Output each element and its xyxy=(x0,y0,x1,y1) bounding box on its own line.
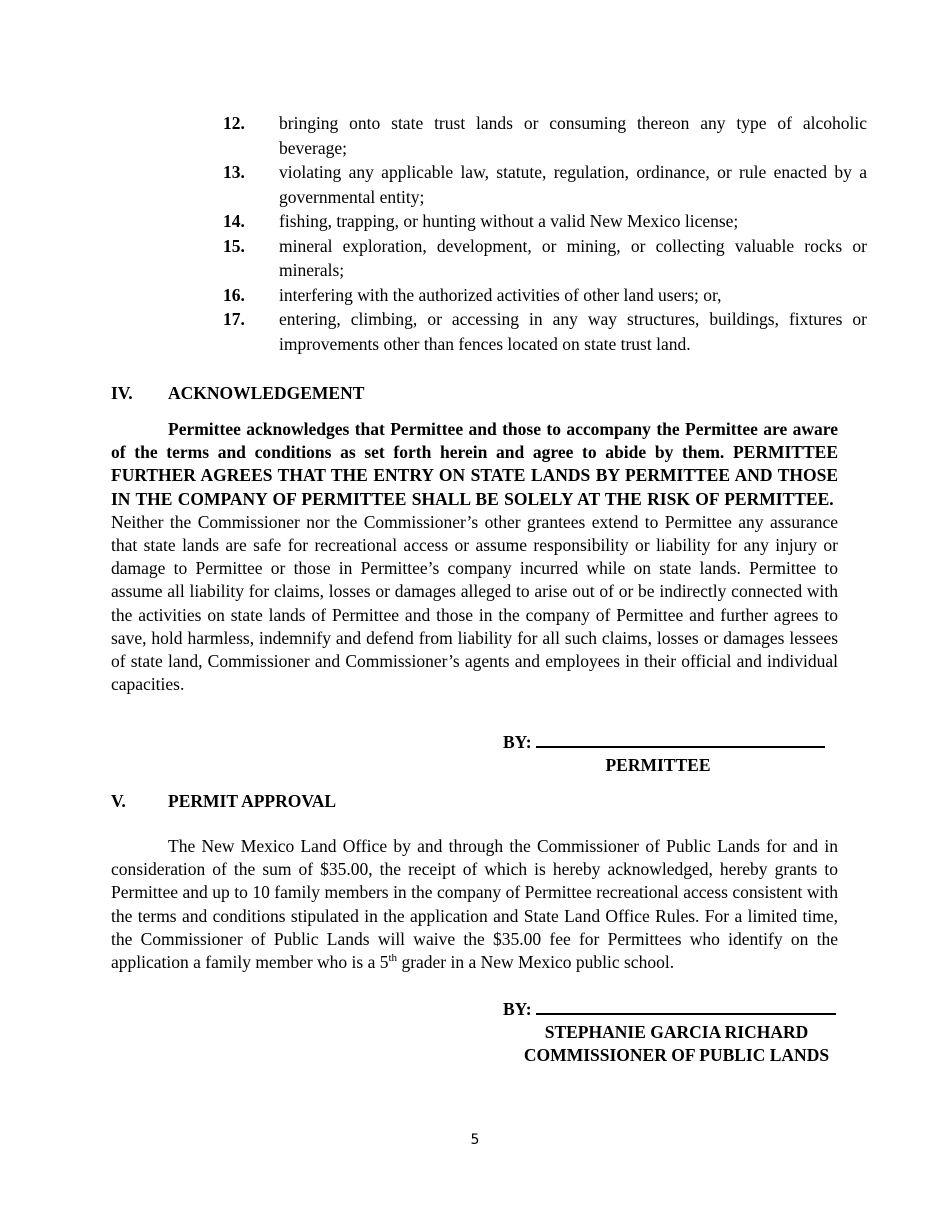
list-item-number: 12. xyxy=(223,113,245,133)
list-item xyxy=(223,283,867,308)
acknowledgement-paragraph xyxy=(111,418,838,696)
section-title: PERMIT APPROVAL xyxy=(168,791,337,811)
list-item-number: 17. xyxy=(223,309,245,329)
list-item xyxy=(223,209,867,234)
acknowledgement-body: Neither the Commissioner nor the Commissioner’s other grantees extend to Permittee any assurance that state lands are safe for recreational access or assume responsibility or liability for any injury or damage to Permittee or those in Permittee’s company incurred while on state lands. Permittee to assume all liability for claims, losses or damages alleged to arise out of or be indirectly connected with the activities on state lands of Permittee and those in the company of Permittee and further agrees to save, hold harmless, indemnify and defend from liability for all such claims, losses or damages lessees of state land, Commissioner and Commissioner’s agents and employees in their official and individual capacities. xyxy=(111,511,838,695)
by-label: BY: xyxy=(503,732,532,752)
section-heading-acknowledgement xyxy=(111,381,364,405)
list-item-number: 13. xyxy=(223,162,245,182)
list-item xyxy=(223,160,867,209)
prohibited-activities-list xyxy=(223,111,867,356)
commissioner-name: STEPHANIE GARCIA RICHARD xyxy=(544,1022,809,1042)
ordinal-suffix: th xyxy=(388,952,398,965)
by-label: BY: xyxy=(503,999,532,1019)
permit-approval-paragraph xyxy=(111,835,838,974)
list-item-text: bringing onto state trust lands or consuming thereon any type of alcoholic beverage; xyxy=(279,113,867,158)
list-item-number: 14. xyxy=(223,211,245,231)
signature-blank xyxy=(536,998,836,1015)
list-item-number: 15. xyxy=(223,235,245,256)
list-item-text: interfering with the authorized activities of other land users; or, xyxy=(279,284,722,305)
list-item xyxy=(223,111,867,160)
section-number: V. xyxy=(111,791,126,811)
list-item-text: fishing, trapping, or hunting without a valid New Mexico license; xyxy=(279,211,739,231)
section-heading-permit-approval xyxy=(111,789,336,813)
list-item-text: mineral exploration, development, or mining, or collecting valuable rocks or minerals; xyxy=(279,235,867,280)
list-item-number: 16. xyxy=(223,284,245,305)
list-item-text: violating any applicable law, statute, regulation, ordinance, or rule enacted by a governmental entity; xyxy=(279,162,867,207)
signature-blank xyxy=(536,731,825,748)
permittee-signature-line xyxy=(503,731,825,754)
page-number: 5 xyxy=(470,1132,480,1148)
list-item xyxy=(223,234,867,283)
list-item xyxy=(223,307,867,356)
section-title: ACKNOWLEDGEMENT xyxy=(168,383,365,403)
list-item-text: entering, climbing, or accessing in any way structures, buildings, fixtures or improvements other than fences located on state trust land. xyxy=(279,309,867,354)
commissioner-signature-line xyxy=(503,998,836,1021)
commissioner-title: COMMISSIONER OF PUBLIC LANDS xyxy=(523,1045,830,1065)
acknowledgement-risk-clause: PERMITTEE FURTHER AGREES THAT THE ENTRY ON STATE LANDS BY PERMITTEE AND THOSE IN THE COMPANY OF PERMITTEE SHALL BE SOLELY AT THE RISK OF PERMITTEE. xyxy=(111,442,838,509)
permit-approval-body-end: grader in a New Mexico public school. xyxy=(397,952,675,973)
permittee-role-label: PERMITTEE xyxy=(605,755,711,775)
acknowledgement-bold-intro: Permittee acknowledges that Permittee and those to accompany the Permittee are aware of the terms and conditions as set forth herein and agree to abide by them. xyxy=(111,419,838,463)
section-number: IV. xyxy=(111,383,133,403)
permit-approval-body: The New Mexico Land Office by and through the Commissioner of Public Lands for and in consideration of the sum of $35.00, the receipt of which is hereby acknowledged, hereby grants to Permittee and up to 10 family members in the company of Permittee recreational access consistent with the terms and conditions stipulated in the application and State Land Office Rules. For a limited time, the Commissioner of Public Lands will waive the $35.00 fee for Permittees who identify on the application a family member who is a 5 xyxy=(111,836,838,973)
